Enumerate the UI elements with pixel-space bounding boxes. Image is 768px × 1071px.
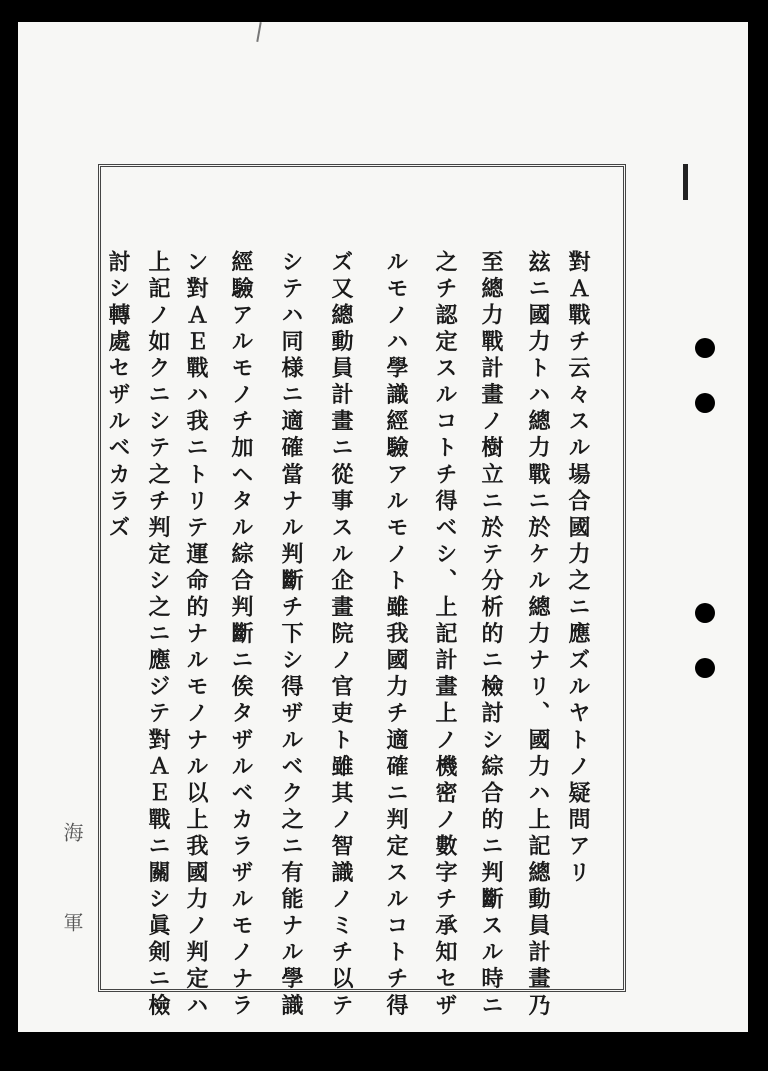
punch-hole-4 [695, 658, 715, 678]
text-column-1: 對Ａ戰チ云々スル場合國力之ニ應ズルヤトノ疑問アリ [565, 250, 591, 888]
text-column-10: 上記ノ如クニシテ之チ判定シ之ニ應ジテ對ＡＥ戰ニ關シ眞剣ニ檢 [145, 250, 171, 1020]
text-column-5: ルモノハ學識經驗アルモノト雖我國力チ適確ニ判定スルコトチ得 [383, 250, 409, 1020]
text-column-9: ン對ＡＥ戰ハ我ニトリテ運命的ナルモノナル以上我國力ノ判定ハ [183, 250, 209, 1020]
text-column-4: 之チ認定スルコトチ得ベシ、上記計畫上ノ機密ノ數字チ承知セザ [432, 250, 458, 1020]
pencil-mark [256, 22, 261, 42]
page-tick-mark [683, 164, 688, 200]
text-column-8: 經驗アルモノチ加ヘタル綜合判斷ニ俟タザルベカラザルモノナラ [228, 250, 254, 1020]
text-column-7: シテハ同様ニ適確當ナル判斷チ下シ得ザルベク之ニ有能ナル學識 [278, 250, 304, 1020]
punch-hole-3 [695, 603, 715, 623]
margin-char-bottom: 軍 [60, 912, 84, 932]
punch-hole-2 [695, 393, 715, 413]
text-column-11: 討シ轉處セザルベカラズ [105, 250, 131, 543]
text-column-6: ズ又總動員計畫ニ從事スル企畫院ノ官吏ト雖其ノ智識ノミチ以テ [328, 250, 354, 1020]
punch-hole-1 [695, 338, 715, 358]
text-column-2: 玆ニ國力トハ總力戰ニ於ケル總力ナリ、國力ハ上記總動員計畫乃 [525, 250, 551, 1020]
text-column-3: 至總力戰計畫ノ樹立ニ於テ分析的ニ檢討シ綜合的ニ判斷スル時ニ [478, 250, 504, 1020]
document-page [18, 22, 748, 1032]
margin-char-top: 海 [60, 822, 84, 842]
